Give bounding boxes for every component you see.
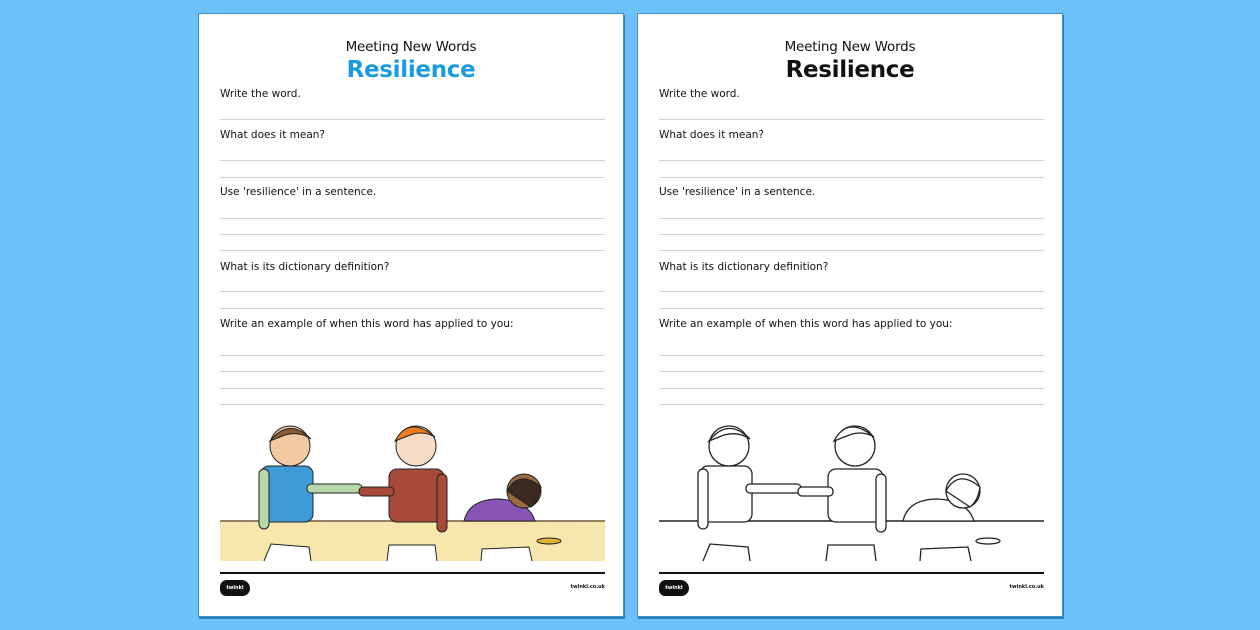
- footer-url: twinkl.co.uk: [1009, 584, 1044, 590]
- footer-url: twinkl.co.uk: [570, 584, 605, 590]
- answer-line[interactable]: [659, 291, 1044, 292]
- question-dictionary: What is its dictionary definition?: [659, 261, 829, 273]
- answer-line[interactable]: [220, 371, 605, 372]
- worksheet-title: Resilience: [346, 57, 476, 83]
- question-meaning: What does it mean?: [220, 129, 326, 141]
- answer-line[interactable]: [659, 404, 1044, 405]
- answer-line[interactable]: [220, 404, 605, 405]
- answer-line[interactable]: [220, 218, 605, 219]
- question-sentence: Use 'resilience' in a sentence.: [659, 186, 816, 198]
- worksheet-subtitle: Meeting New Words: [784, 39, 916, 55]
- worksheet-colour: [198, 13, 624, 617]
- question-example: Write an example of when this word has applied to you:: [659, 318, 953, 330]
- answer-line[interactable]: [659, 308, 1044, 309]
- twinkl-logo: twinkl: [220, 580, 250, 596]
- children-desk-illustration: [199, 409, 623, 569]
- question-write-word: Write the word.: [220, 88, 301, 100]
- answer-line[interactable]: [659, 234, 1044, 235]
- children-desk-line-art: [638, 409, 1062, 569]
- worksheet-black-and-white: [637, 13, 1063, 617]
- answer-line[interactable]: [220, 177, 605, 178]
- worksheet-subtitle: Meeting New Words: [345, 39, 477, 55]
- question-dictionary: What is its dictionary definition?: [220, 261, 390, 273]
- worksheet-title: Resilience: [785, 57, 915, 83]
- answer-line[interactable]: [220, 119, 605, 120]
- question-example: Write an example of when this word has applied to you:: [220, 318, 514, 330]
- question-sentence: Use 'resilience' in a sentence.: [220, 186, 377, 198]
- question-write-word: Write the word.: [659, 88, 740, 100]
- answer-line[interactable]: [220, 388, 605, 389]
- answer-line[interactable]: [659, 119, 1044, 120]
- answer-line[interactable]: [659, 250, 1044, 251]
- answer-line[interactable]: [220, 355, 605, 356]
- question-meaning: What does it mean?: [659, 129, 765, 141]
- answer-line[interactable]: [659, 160, 1044, 161]
- answer-line[interactable]: [220, 160, 605, 161]
- answer-line[interactable]: [220, 308, 605, 309]
- footer-divider: [220, 572, 605, 574]
- answer-line[interactable]: [220, 291, 605, 292]
- answer-line[interactable]: [659, 388, 1044, 389]
- answer-line[interactable]: [220, 250, 605, 251]
- footer-divider: [659, 572, 1044, 574]
- answer-line[interactable]: [659, 371, 1044, 372]
- answer-line[interactable]: [220, 234, 605, 235]
- twinkl-logo: twinkl: [659, 580, 689, 596]
- answer-line[interactable]: [659, 218, 1044, 219]
- answer-line[interactable]: [659, 355, 1044, 356]
- answer-line[interactable]: [659, 177, 1044, 178]
